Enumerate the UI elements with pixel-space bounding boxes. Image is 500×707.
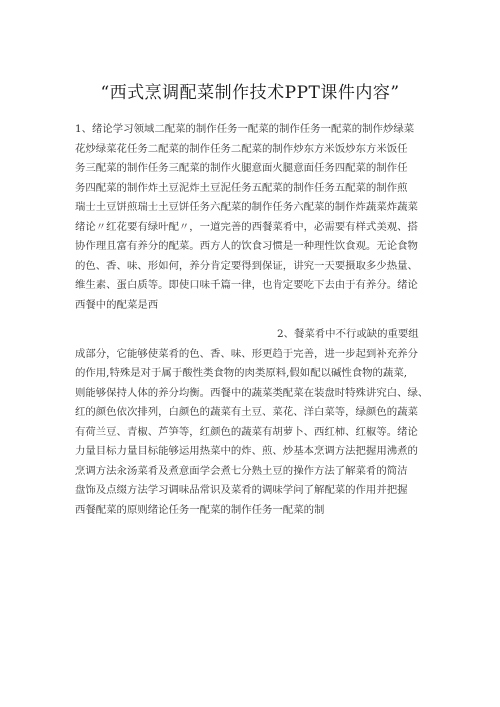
text-line: 协作理且富有养分的配菜。西方人的饮食习惯是一种理性饮食观。无论食物 — [75, 240, 418, 252]
text-line: 烹调方法汆汤菜肴及煮意面学会煮七分熟土豆的操作方法了解菜肴的简洁 — [75, 464, 408, 477]
text-line: 红的颜色依次排列，白颜色的蔬菜有土豆、菜花、洋白菜等，绿颜色的蔬菜 — [75, 406, 418, 418]
paragraph-1 — [75, 120, 433, 315]
text-line: 1、绪论学习领域二配菜的制作任务一配菜的制作任务一配菜的制作炒绿菜 — [75, 123, 415, 135]
text-line: 务三配菜的制作任务三配菜的制作火腿意面火腿意面任务四配菜的制作任 — [75, 162, 408, 174]
text-line: 力量目标力量目标能够运用热菜中的炸、煎、炒基本烹调方法把握用沸煮的 — [75, 445, 418, 457]
text-line: 瑞士土豆饼煎瑞士土豆饼任务六配菜的制作任务六配菜的制作炸蔬菜炸蔬菜 — [75, 201, 418, 213]
paragraph-2-lead: 2、餐菜肴中不行或缺的重要组 — [277, 328, 419, 340]
text-line: 的作用,特殊是对于属于酸性类食物的肉类原料,假如配以碱性食物的蔬菜, — [75, 367, 408, 379]
text-line: 则能够保持人体的养分均衡。西餐中的蔬菜类配菜在装盘时特殊讲究白、绿、 — [75, 386, 429, 399]
paragraph-2 — [75, 325, 433, 520]
text-line: 有荷兰豆、青椒、芦笋等，红颜色的蔬菜有胡萝卜、西红柿、红椒等。绪论 — [75, 425, 418, 438]
text-line: 成部分，它能够使菜肴的色、香、味、形更趋于完善，进一步起到补充养分 — [75, 347, 418, 360]
text-line: 花炒绿菜花任务二配菜的制作任务二配菜的制作炒东方米饭炒东方米饭任 — [75, 142, 408, 155]
text-line: 维生素、蛋白质等。即使口味千篇一律，也肯定要吃下去由于有养分。绪论 — [75, 279, 418, 291]
document-title: “西式烹调配菜制作技术PPT课件内容” — [100, 83, 400, 103]
text-line: 西餐中的配菜是西 — [75, 298, 159, 311]
text-line: 西餐配菜的原则绪论任务一配菜的制作任务一配菜的制 — [75, 503, 325, 516]
text-line: 务四配菜的制作炸土豆泥炸土豆泥任务五配菜的制作任务五配菜的制作煎 — [75, 181, 408, 194]
text-line: 的色、香、味、形如何，养分肯定要得到保证，讲究一天要摄取多少热量、 — [75, 259, 418, 272]
text-line: 绪论〃红花要有绿叶配〃，一道完善的西餐菜肴中，必需要有样式美观、搭 — [75, 220, 418, 233]
text-line: 盘饰及点缀方法学习调味品常识及菜肴的调味学问了解配菜的作用并把握 — [75, 484, 408, 496]
